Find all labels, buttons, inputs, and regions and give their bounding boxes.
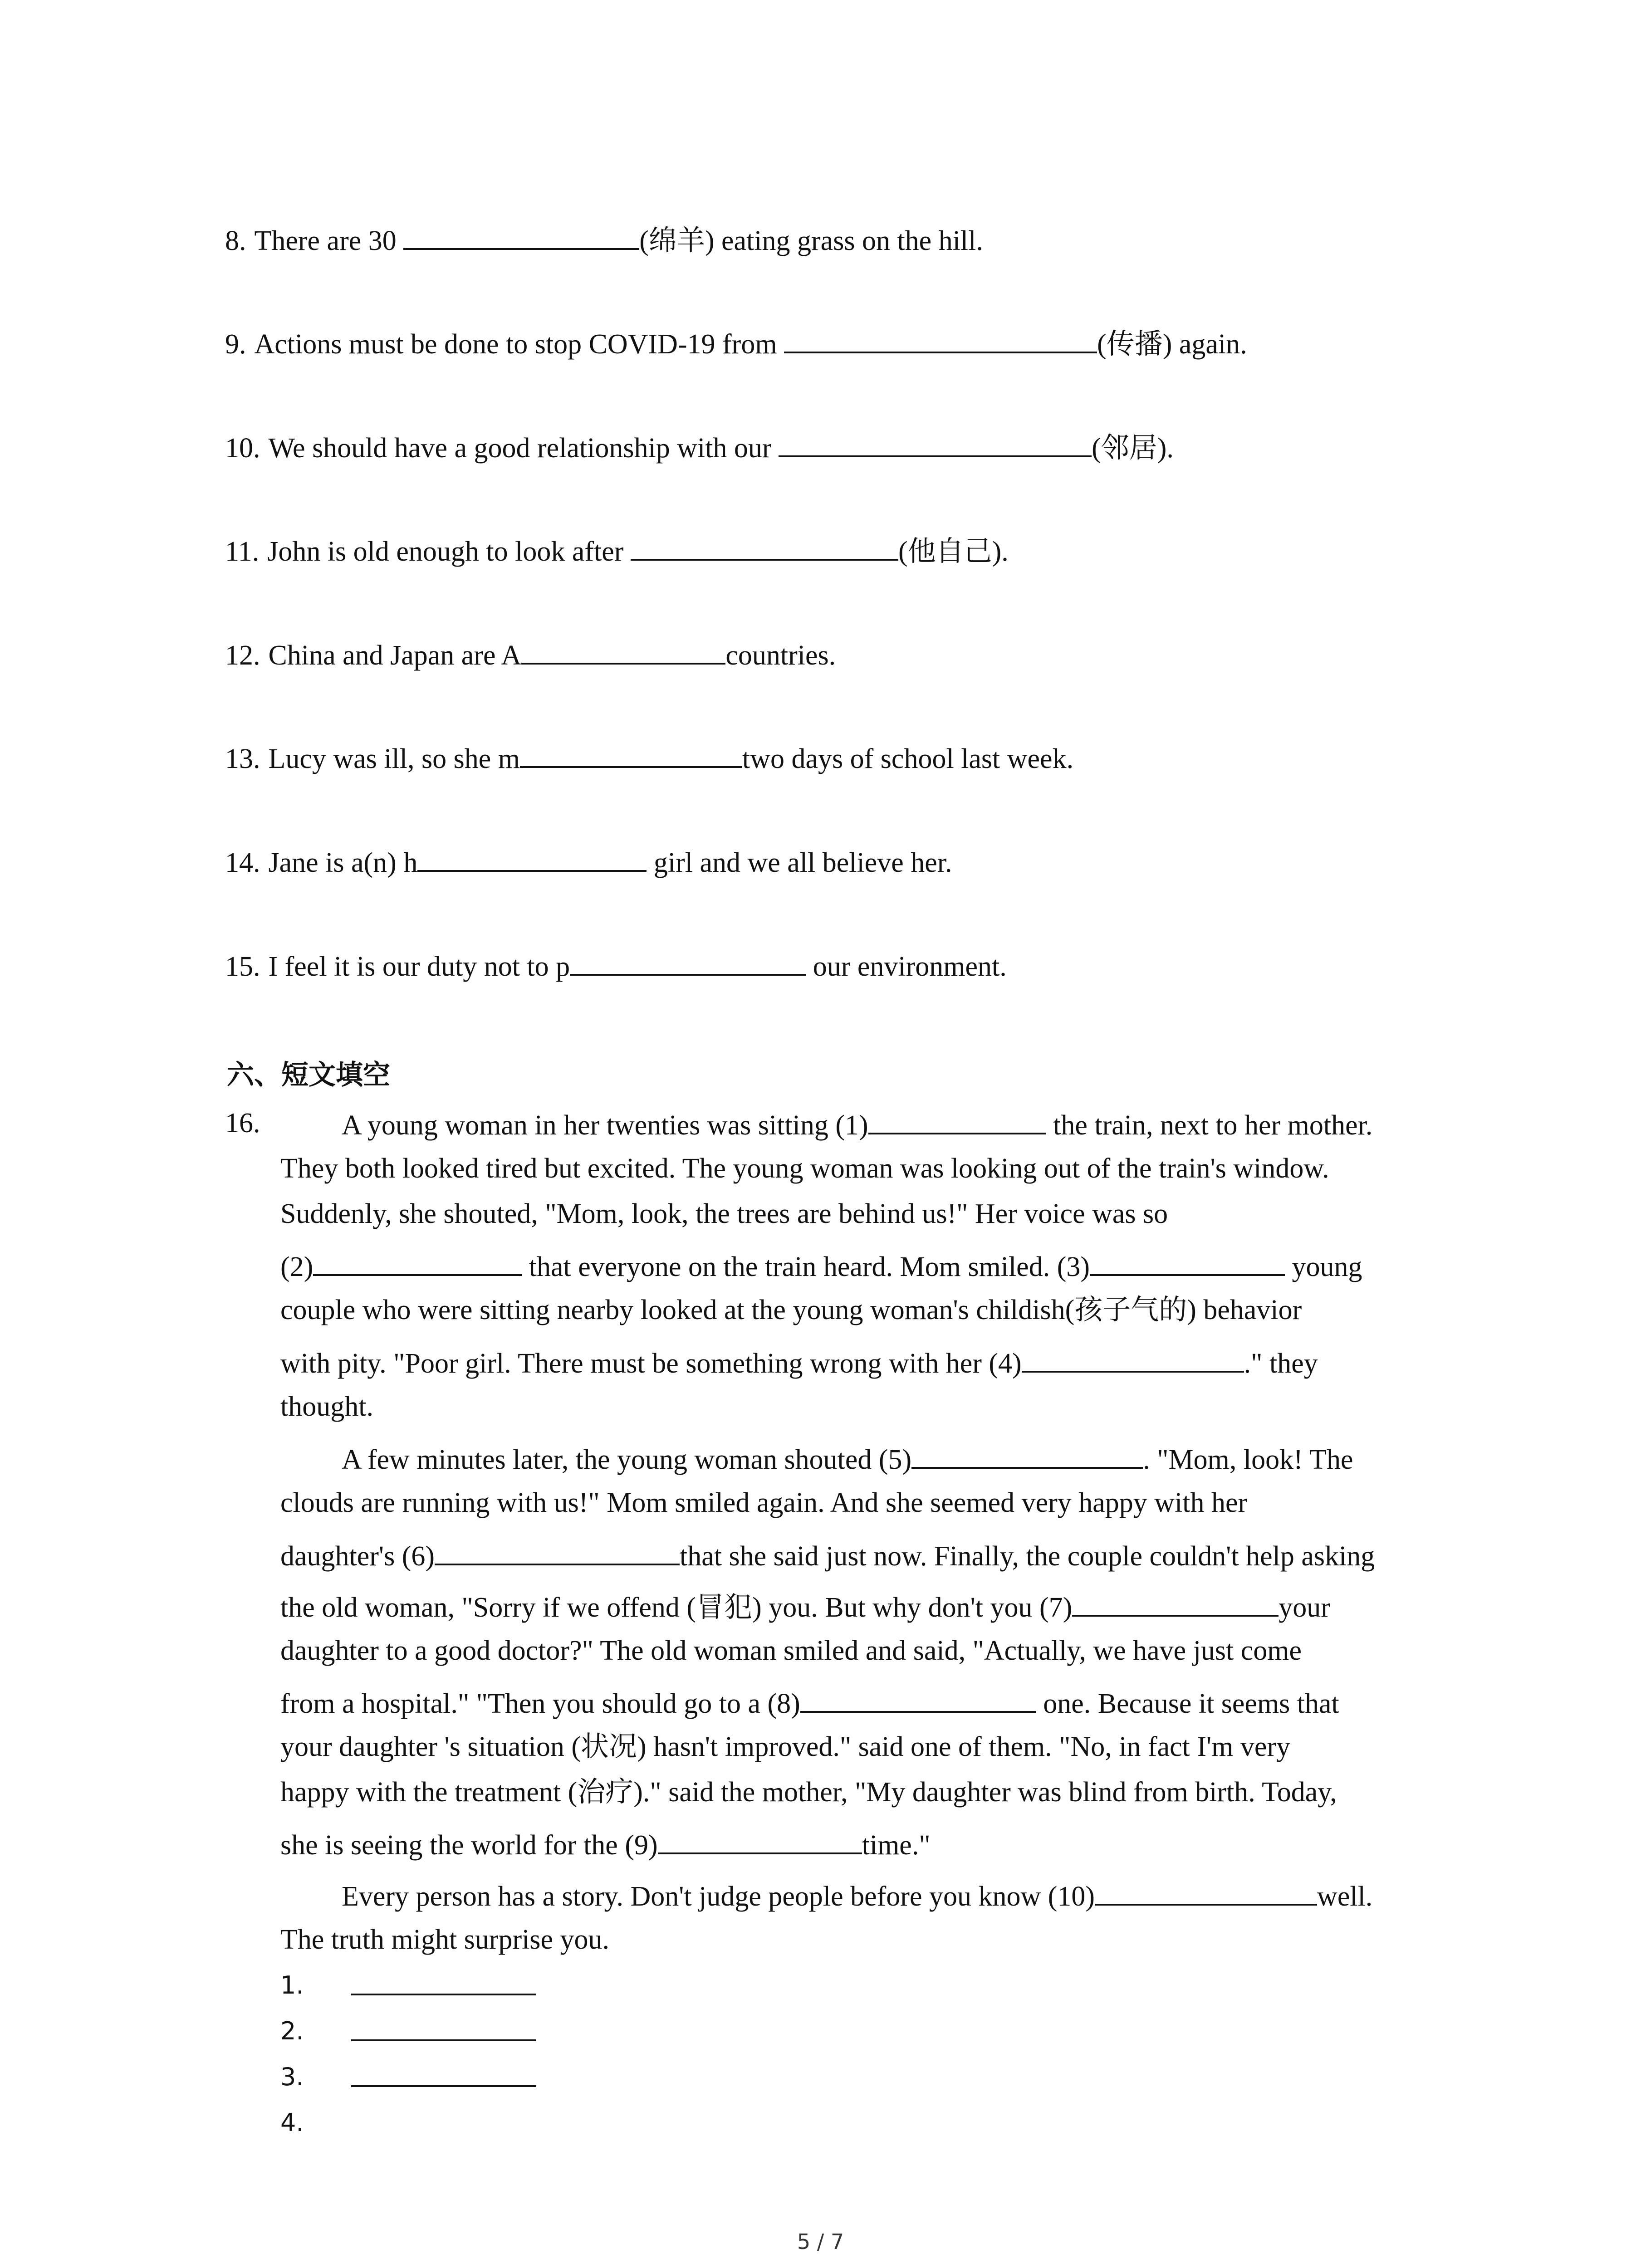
answer-line[interactable] [351, 2085, 536, 2087]
answer-blank[interactable] [520, 743, 742, 768]
answer-item-label: 2. [280, 2017, 304, 2045]
question-text-after: two days of school last week. [742, 743, 1074, 774]
question-text-before: I feel it is our duty not to p [268, 951, 570, 982]
answer-blank-2[interactable] [313, 1251, 522, 1276]
passage-line: your daughter 's situation (状况) hasn't improved." said one of them. "No, in fact I'm very [280, 1731, 1291, 1762]
question-text-after: (绵羊) eating grass on the hill. [639, 225, 983, 256]
passage-line: she is seeing the world for the (9) time." [280, 1830, 931, 1861]
answer-item-label: 3. [280, 2063, 304, 2091]
answer-blank-7[interactable] [1072, 1591, 1279, 1617]
answer-item-label: 4. [280, 2108, 304, 2137]
passage-line: happy with the treatment (治疗)." said the mother, "My daughter was blind from birth. Today, [280, 1777, 1337, 1808]
question-number: 16. [225, 1108, 260, 1139]
answer-blank-5[interactable] [911, 1443, 1143, 1469]
answer-blank-1[interactable] [868, 1109, 1046, 1134]
answer-blank[interactable] [417, 846, 647, 872]
question-text-before: Jane is a(n) h [268, 847, 418, 878]
passage-line: daughter to a good doctor?" The old woman smiled and said, "Actually, we have just come [280, 1635, 1302, 1666]
question-text-after: (他自己). [898, 536, 1009, 567]
passage-line: The truth might surprise you. [280, 1924, 609, 1955]
answer-blank-6[interactable] [435, 1540, 680, 1565]
passage-line: clouds are running with us!" Mom smiled again. And she seemed very happy with her [280, 1487, 1248, 1518]
passage-line: Suddenly, she shouted, "Mom, look, the trees are behind us!" Her voice was so [280, 1198, 1168, 1229]
question-number: 14. [225, 847, 260, 878]
answer-blank-8[interactable] [800, 1687, 1036, 1713]
question-number: 9. [225, 329, 246, 360]
answer-blank-3[interactable] [1090, 1251, 1285, 1276]
question-10 [225, 432, 1174, 462]
answer-blank[interactable] [521, 639, 725, 665]
question-11 [225, 535, 1009, 566]
passage-line: A few minutes later, the young woman shouted (5) . "Mom, look! The [342, 1444, 1353, 1475]
question-text-before: John is old enough to look after [267, 536, 631, 567]
answer-blank[interactable] [570, 950, 806, 976]
answer-line[interactable] [351, 2039, 536, 2041]
passage-line: Every person has a story. Don't judge people before you know (10) well. [342, 1881, 1373, 1912]
question-15 [225, 950, 1007, 981]
section-title: 六、短文填空 [227, 1059, 390, 1091]
question-text-before: China and Japan are A [268, 640, 522, 671]
question-text-after: (传播) again. [1097, 329, 1247, 360]
question-text-after: (邻居). [1092, 433, 1174, 464]
passage-line: couple who were sitting nearby looked at the young woman's childish(孩子气的) behavior [280, 1295, 1302, 1325]
passage-line: They both looked tired but excited. The young woman was looking out of the train's window. [280, 1153, 1329, 1184]
question-text-before: There are 30 [254, 225, 404, 256]
question-text-after: girl and we all believe her. [647, 847, 952, 878]
question-number: 8. [225, 225, 246, 256]
question-number: 11. [225, 536, 260, 567]
answer-line[interactable] [351, 1994, 536, 1995]
question-8 [225, 225, 983, 255]
answer-item-label: 1. [280, 1971, 304, 1999]
answer-blank-4[interactable] [1022, 1347, 1244, 1373]
question-text-before: We should have a good relationship with our [268, 433, 779, 464]
answer-blank[interactable] [784, 328, 1097, 353]
passage-line: daughter's (6) that she said just now. Finally, the couple couldn't help asking [280, 1541, 1375, 1572]
answer-blank[interactable] [779, 432, 1092, 457]
passage-line: the old woman, "Sorry if we offend (冒犯) you. But why don't you (7) your [280, 1592, 1330, 1623]
question-number: 15. [225, 951, 260, 982]
question-9 [225, 328, 1247, 358]
answer-blank[interactable] [631, 535, 898, 561]
answer-blank-9[interactable] [658, 1829, 862, 1854]
question-text-before: Actions must be done to stop COVID-19 from [254, 329, 784, 360]
answer-blank[interactable] [403, 225, 639, 250]
answer-blank-10[interactable] [1095, 1880, 1317, 1906]
question-number: 13. [225, 743, 260, 774]
question-12 [225, 639, 836, 670]
question-text-before: Lucy was ill, so she m [268, 743, 520, 774]
passage-line: thought. [280, 1391, 373, 1422]
question-text-after: our environment. [806, 951, 1007, 982]
question-text-after: countries. [725, 640, 836, 671]
question-14 [225, 846, 952, 877]
page-number: 5 / 7 [797, 2229, 844, 2254]
question-number: 12. [225, 640, 260, 671]
question-number: 10. [225, 433, 260, 464]
question-13 [225, 743, 1073, 773]
passage-line: A young woman in her twenties was sitting (1) the train, next to her mother. [342, 1110, 1373, 1141]
passage-line: from a hospital." "Then you should go to a (8) one. Because it seems that [280, 1688, 1339, 1719]
passage-line: (2) that everyone on the train heard. Mom smiled. (3) young [280, 1251, 1362, 1282]
passage-line: with pity. "Poor girl. There must be something wrong with her (4) ." they [280, 1348, 1318, 1379]
